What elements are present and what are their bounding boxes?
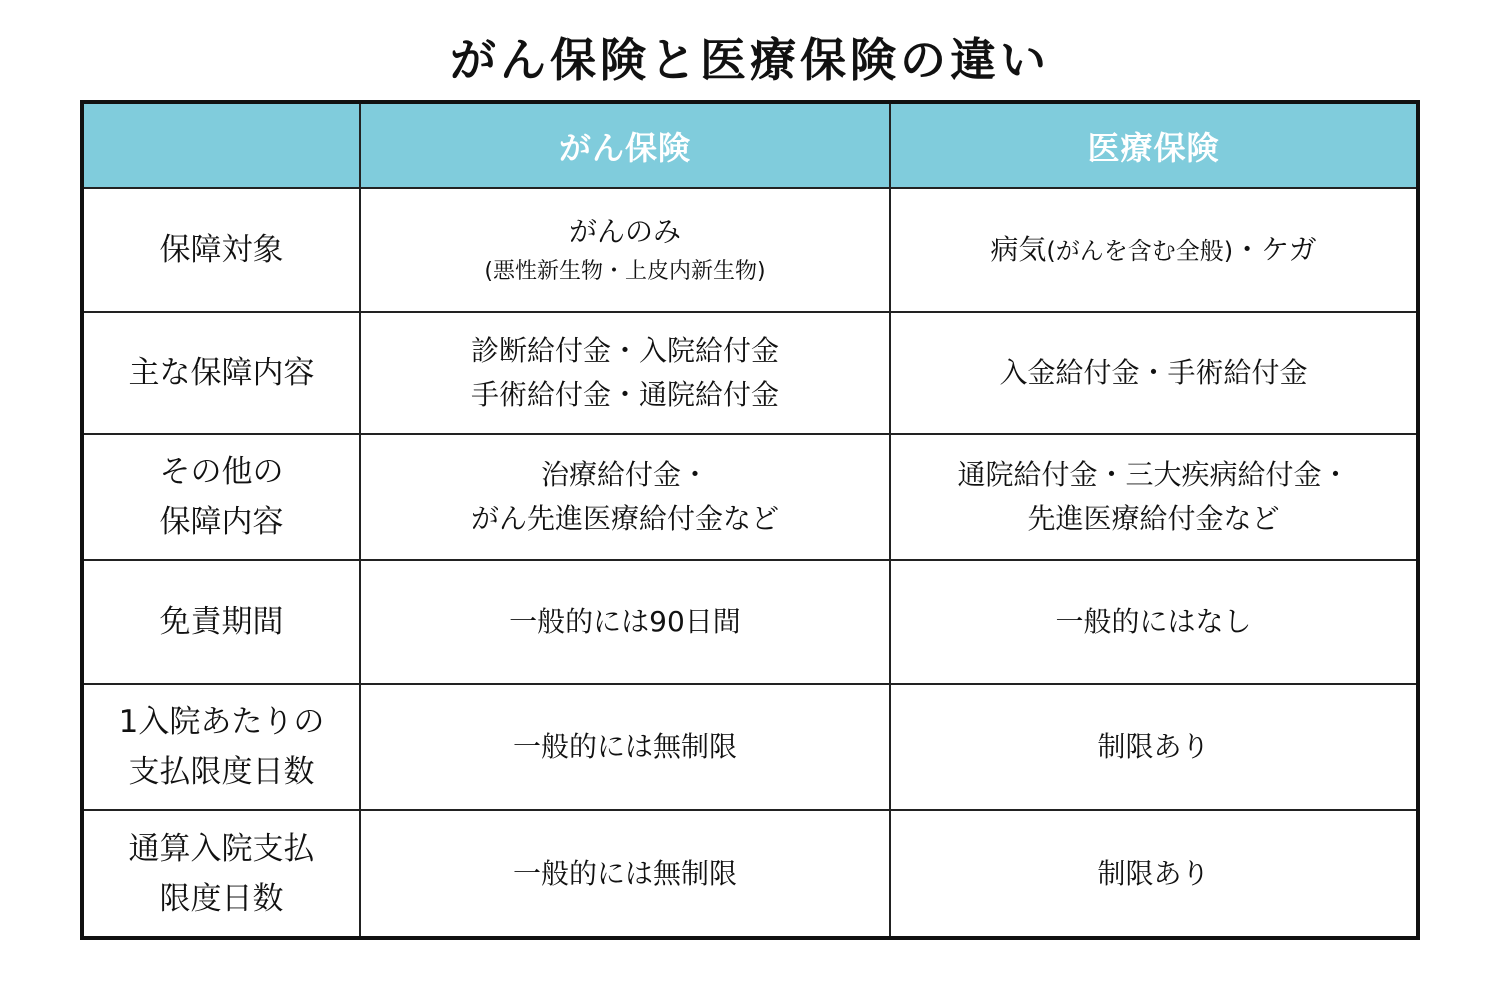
table-row xyxy=(84,312,1416,434)
cell-line: 先進医療給付金など xyxy=(1027,502,1280,535)
page-title: がん保険と医療保険の違い xyxy=(450,33,1050,87)
cell-paren-text: (がんを含む全般) xyxy=(1046,236,1234,265)
cell-line: 一般的には無制限 xyxy=(512,730,737,763)
cell-subline: (悪性新生物・上皮内新生物) xyxy=(484,259,766,284)
cell-line: 入金給付金・手術給付金 xyxy=(999,356,1308,389)
row-label-line: 1入院あたりの xyxy=(118,704,325,740)
table-row xyxy=(84,434,1416,560)
comparison-table-frame xyxy=(80,100,1420,940)
cell-text: 病気 xyxy=(990,232,1047,266)
cell-line: がんのみ xyxy=(568,215,681,248)
row-label-line: 主な保障内容 xyxy=(128,355,315,391)
header-cancer-insurance: がん保険 xyxy=(360,104,890,188)
cancer-coverage-target-cell xyxy=(360,188,890,312)
table-header-row xyxy=(84,104,1416,188)
cell-line: 制限あり xyxy=(1097,856,1210,890)
medical-other-coverage-cell xyxy=(890,434,1416,560)
medical-main-coverage-cell xyxy=(890,312,1416,434)
table-row xyxy=(84,810,1416,936)
header-medical-insurance: 医療保険 xyxy=(890,104,1416,188)
cell-line: 一般的には90日間 xyxy=(509,605,741,638)
cell-line: 手術給付金・通院給付金 xyxy=(470,378,779,411)
cell-text: ・ケガ xyxy=(1233,232,1317,266)
medical-coverage-target-cell xyxy=(890,188,1416,312)
medical-exemption-period-cell xyxy=(890,560,1416,684)
cancer-exemption-period-cell xyxy=(360,560,890,684)
row-label-line: 保障内容 xyxy=(159,504,284,540)
cancer-total-days-limit-cell xyxy=(360,810,890,936)
row-label-main-coverage xyxy=(84,312,360,434)
cell-line: 診断給付金・入院給付金 xyxy=(470,334,779,367)
comparison-table xyxy=(84,104,1416,936)
cancer-other-coverage-cell xyxy=(360,434,890,560)
row-label-line: 免責期間 xyxy=(159,604,284,640)
row-label-days-per-stay xyxy=(84,684,360,810)
header-corner-cell xyxy=(84,104,360,188)
row-label-line: 支払限度日数 xyxy=(128,754,315,790)
row-label-other-coverage xyxy=(84,434,360,560)
cell-line: 制限あり xyxy=(1097,730,1210,763)
table-row xyxy=(84,188,1416,312)
row-label-coverage-target xyxy=(84,188,360,312)
row-label-line: 保障対象 xyxy=(159,232,284,268)
cancer-main-coverage-cell xyxy=(360,312,890,434)
medical-total-days-limit-cell xyxy=(890,810,1416,936)
row-label-total-days-limit xyxy=(84,810,360,936)
cell-line: 一般的にはなし xyxy=(1055,605,1252,638)
row-label-line: 通算入院支払 xyxy=(128,830,315,867)
cell-line: がん先進医療給付金など xyxy=(470,502,779,535)
cell-line: 一般的には無制限 xyxy=(512,856,737,890)
cell-line: 通院給付金・三大疾病給付金・ xyxy=(957,458,1350,491)
medical-days-per-stay-cell xyxy=(890,684,1416,810)
row-label-line: その他の xyxy=(159,454,284,490)
cancer-days-per-stay-cell xyxy=(360,684,890,810)
cell-line: 治療給付金・ xyxy=(540,458,709,491)
table-row xyxy=(84,684,1416,810)
table-row xyxy=(84,560,1416,684)
row-label-exemption-period xyxy=(84,560,360,684)
row-label-line: 限度日数 xyxy=(159,880,284,917)
